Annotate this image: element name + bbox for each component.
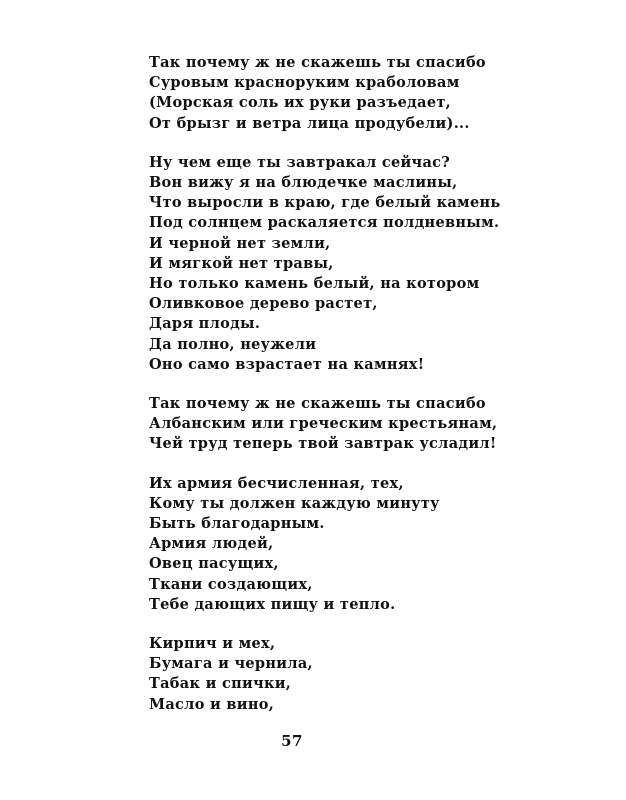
poem-line: Что выросли в краю, где белый камень bbox=[149, 194, 501, 212]
poem-line: Бумага и чернила, bbox=[149, 655, 313, 673]
stanza-3 bbox=[149, 394, 589, 455]
poem-line: Табак и спички, bbox=[149, 675, 292, 693]
poem-line: Овец пасущих, bbox=[149, 555, 279, 573]
poem-line: Под солнцем раскаляется полдневным. bbox=[149, 214, 500, 232]
poem-line: Но только камень белый, на котором bbox=[149, 275, 480, 293]
poem-line: Быть благодарным. bbox=[149, 515, 325, 533]
poem-line: Оливковое дерево растет, bbox=[149, 295, 378, 313]
poem-line: Кому ты должен каждую минуту bbox=[149, 494, 440, 512]
poem-line: Масло и вино, bbox=[149, 695, 275, 713]
poem-line: Суровым красноруким краболовам bbox=[149, 74, 460, 92]
poem-line: Албанским или греческим крестьянам, bbox=[149, 415, 498, 433]
poem-line: Так почему ж не скажешь ты спасибо bbox=[149, 54, 486, 71]
stanza-5 bbox=[149, 634, 589, 715]
poem-line: (Морская соль их руки разъедает, bbox=[149, 94, 451, 112]
poem-line: Ну чем еще ты завтракал сейчас? bbox=[149, 153, 451, 171]
poem-line: Армия людей, bbox=[149, 535, 274, 553]
stanza-1 bbox=[149, 53, 589, 134]
poem-line: От брызг и ветра лица продубели)... bbox=[149, 114, 470, 132]
poem-line: Чей труд теперь твой завтрак усладил! bbox=[149, 435, 497, 453]
poem-line: Кирпич и мех, bbox=[149, 635, 276, 653]
stanza-4 bbox=[149, 474, 589, 615]
poem-line: Ткани создающих, bbox=[149, 575, 313, 593]
poem-line: Вон вижу я на блюдечке маслины, bbox=[149, 174, 458, 192]
page-number: 57 bbox=[281, 732, 303, 750]
poem-line: Да полно, неужели bbox=[149, 335, 317, 353]
poem-line: Их армия бесчисленная, тех, bbox=[149, 474, 404, 492]
poem-line: Тебе дающих пищу и тепло. bbox=[149, 595, 396, 613]
poem-line: Даря плоды. bbox=[149, 315, 261, 333]
poem-line: Так почему ж не скажешь ты спасибо bbox=[149, 395, 486, 413]
poem-line: И черной нет земли, bbox=[149, 234, 331, 252]
poem-text bbox=[149, 53, 589, 734]
poem-line: И мягкой нет травы, bbox=[149, 254, 334, 272]
stanza-2 bbox=[149, 153, 589, 375]
poem-line: Оно само взрастает на камнях! bbox=[149, 355, 425, 373]
